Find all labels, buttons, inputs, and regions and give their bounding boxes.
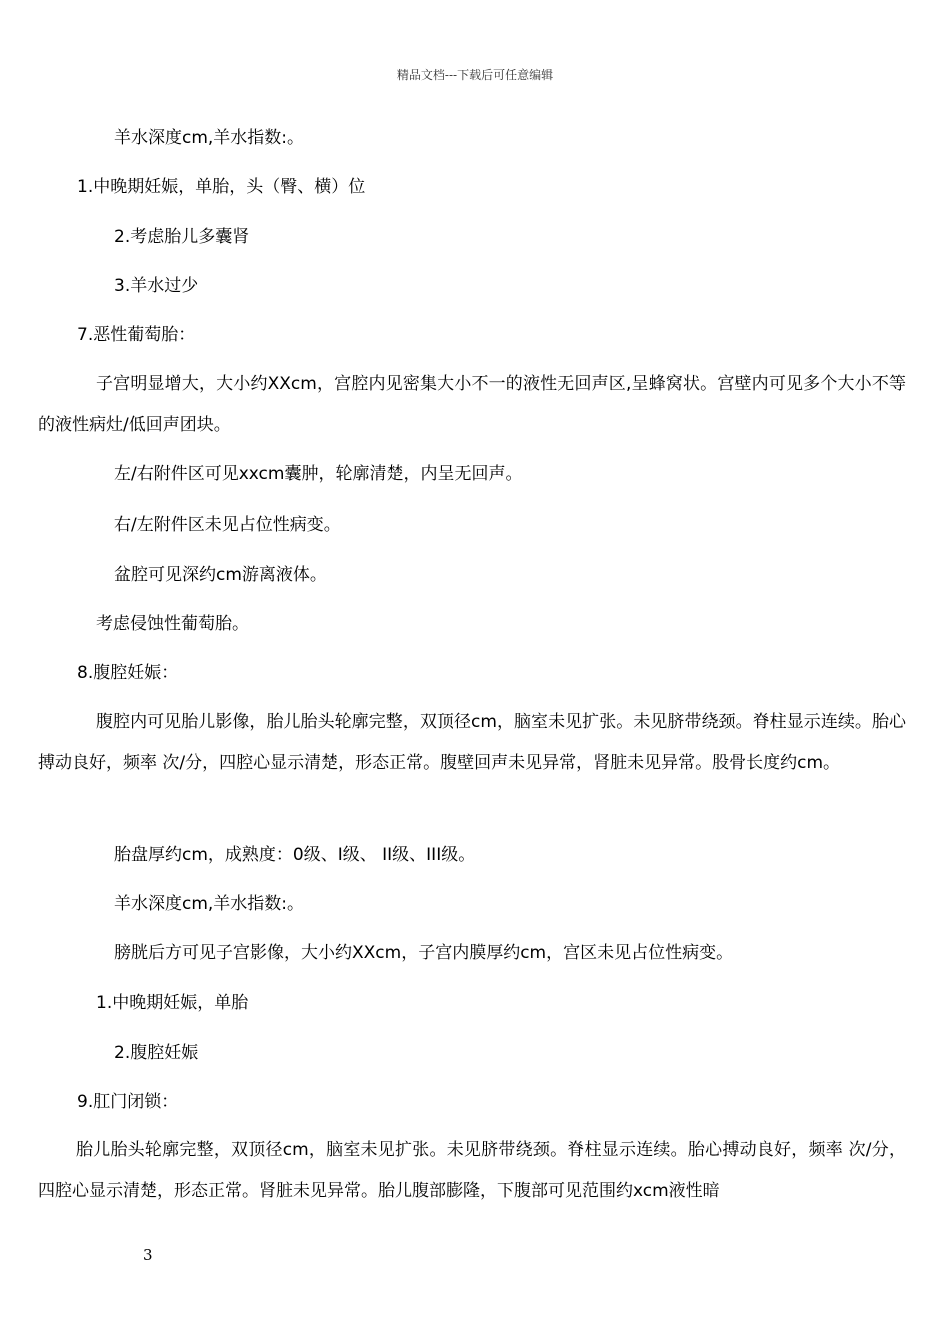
text-line: 3.羊水过少 xyxy=(114,276,199,296)
text-line: 右/左附件区未见占位性病变。 xyxy=(114,515,341,535)
text-line: 1.中晚期妊娠，单胎，头（臀、横）位 xyxy=(77,177,366,197)
section-heading: 7.恶性葡萄胎： xyxy=(77,325,196,345)
section-heading: 9.肛门闭锁： xyxy=(77,1092,179,1112)
text-line: 左/右附件区可见xxcm囊肿，轮廓清楚，内呈无回声。 xyxy=(114,464,523,484)
section-heading: 8.腹腔妊娠： xyxy=(77,663,179,683)
text-line: 2.腹腔妊娠 xyxy=(114,1043,199,1063)
text-line: 羊水深度cm,羊水指数:。 xyxy=(114,894,305,914)
text-line: 2.考虑胎儿多囊肾 xyxy=(114,227,250,247)
text-line: 胎盘厚约cm，成熟度：0级、Ⅰ级、 ⅠⅠ级、ⅠⅠⅠ级。 xyxy=(114,845,476,865)
page-header: 精品文档---下载后可任意编辑 xyxy=(396,68,554,82)
paragraph: 腹腔内可见胎儿影像，胎儿胎头轮廓完整，双顶径cm，脑室未见扩张。未见脐带绕颈。脊柱显示连续。胎心搏动良好，频率 次/分，四腔心显示清楚，形态正常。腹壁回声未见异常，肾脏未见异常。股骨长度约cm。 xyxy=(38,712,906,773)
paragraph: 子宫明显增大，大小约XXcm，宫腔内见密集大小不一的液性无回声区,呈蜂窝状。宫壁内可见多个大小不等的液性病灶/低回声团块。 xyxy=(38,374,906,435)
text-line: 膀胱后方可见子宫影像，大小约XXcm，子宫内膜厚约cm，宫区未见占位性病变。 xyxy=(114,943,734,963)
text-line: 盆腔可见深约cm游离液体。 xyxy=(114,565,327,585)
text-line: 1.中晚期妊娠，单胎 xyxy=(96,993,249,1013)
text-line: 考虑侵蚀性葡萄胎。 xyxy=(96,614,249,634)
page-number: 3 xyxy=(143,1246,153,1264)
paragraph: 胎儿胎头轮廓完整，双顶径cm，脑室未见扩张。未见脐带绕颈。脊柱显示连续。胎心搏动良好，频率 次/分，四腔心显示清楚，形态正常。肾脏未见异常。胎儿腹部膨隆，下腹部可见范围约xcm液性暗 xyxy=(38,1140,906,1201)
text-line: 羊水深度cm,羊水指数:。 xyxy=(114,128,305,148)
